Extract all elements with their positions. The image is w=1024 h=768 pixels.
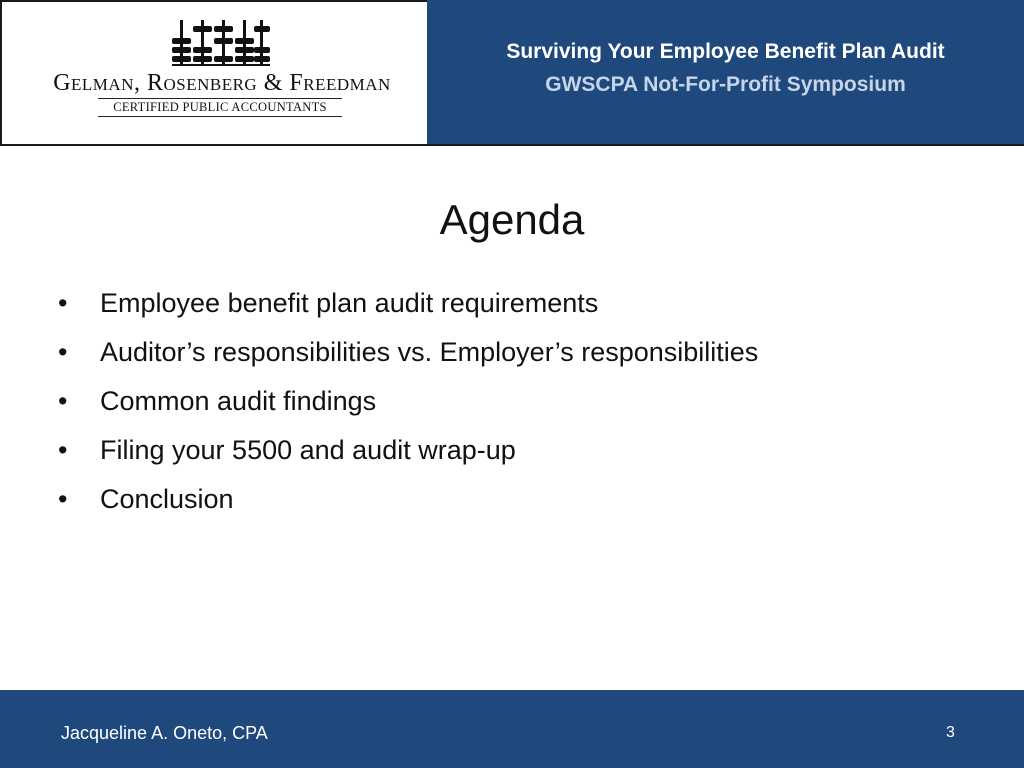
firm-subtitle: CERTIFIED PUBLIC ACCOUNTANTS	[113, 100, 327, 114]
agenda-item-text: Auditor’s responsibilities vs. Employer’s responsibilities	[100, 337, 759, 367]
agenda-list	[58, 288, 758, 533]
agenda-item	[58, 386, 758, 435]
logo-divider	[98, 116, 342, 117]
bullet-icon: •	[58, 435, 68, 465]
firm-name: Gelman, Rosenberg & Freedman	[53, 70, 391, 96]
agenda-item	[58, 288, 758, 337]
agenda-item	[58, 337, 758, 386]
abacus-logo-icon	[168, 20, 274, 66]
firm-logo	[0, 0, 427, 146]
agenda-item	[58, 484, 758, 533]
bullet-icon: •	[58, 386, 68, 416]
presentation-title: Surviving Your Employee Benefit Plan Audit	[506, 40, 945, 63]
page-number: 3	[946, 724, 955, 741]
bullet-icon: •	[58, 484, 68, 514]
slide-header	[0, 0, 1024, 146]
agenda-item-text: Common audit findings	[100, 386, 377, 416]
header-title-panel	[427, 0, 1024, 146]
agenda-item-text: Filing your 5500 and audit wrap-up	[100, 435, 516, 465]
slide-footer	[0, 690, 1024, 768]
agenda-item-text: Employee benefit plan audit requirements	[100, 288, 599, 318]
bullet-icon: •	[58, 337, 68, 367]
bullet-icon: •	[58, 288, 68, 318]
slide-title: Agenda	[439, 196, 585, 243]
presenter-name: Jacqueline A. Oneto, CPA	[61, 723, 268, 743]
agenda-item-text: Conclusion	[100, 484, 234, 514]
agenda-item	[58, 435, 758, 484]
event-subtitle: GWSCPA Not-For-Profit Symposium	[545, 73, 906, 96]
